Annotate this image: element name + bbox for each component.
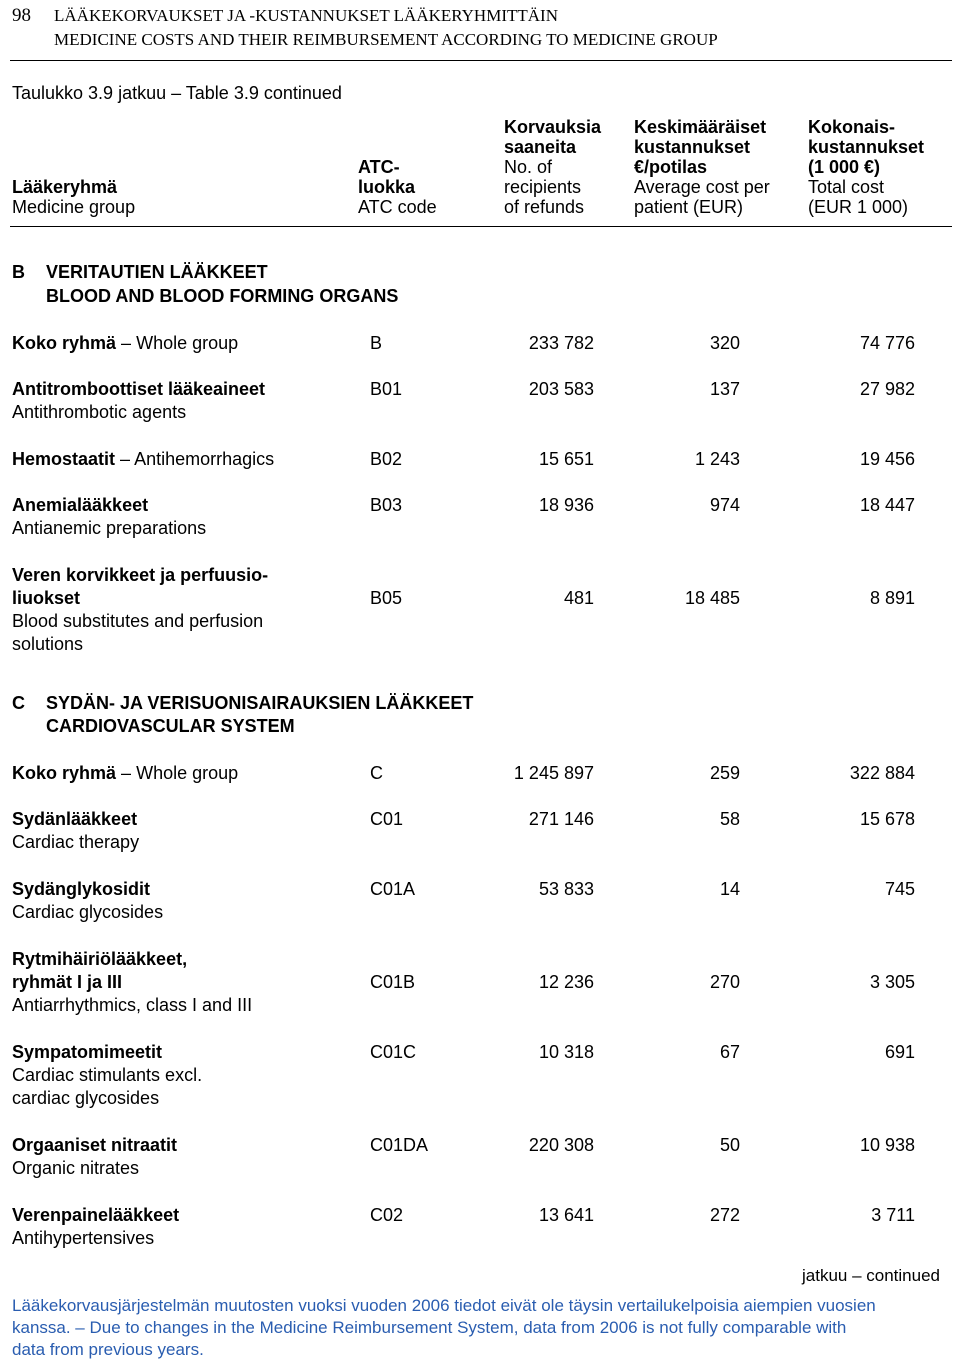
row-avg-cost: 320 — [709, 333, 740, 353]
row-total-cost: 10 938 — [859, 1135, 915, 1155]
row-avg-cost: 58 — [719, 809, 740, 829]
footnote-line-2: kanssa. – Due to changes in the Medicine Reimbursement System, data from 2006 is not fully comparable with — [12, 1318, 847, 1337]
row-name-en: Antihypertensives — [12, 1228, 155, 1248]
col-recipients-fi-2: saaneita — [504, 137, 577, 157]
table-caption: Taulukko 3.9 jatkuu – Table 3.9 continued — [12, 83, 342, 103]
row-atc-code: B02 — [370, 449, 403, 469]
row-name-fi-2: ryhmät I ja III — [12, 972, 123, 992]
row-name-fi: Koko ryhmä — [12, 333, 117, 353]
row-atc-code: C — [370, 763, 383, 783]
row-avg-cost: 137 — [709, 379, 740, 399]
row-dash: – — [121, 763, 132, 783]
row-recipients: 271 146 — [528, 809, 594, 829]
col-avg-en-1: Average cost per — [634, 177, 770, 197]
row-atc-code: C02 — [370, 1205, 404, 1225]
row-name-en: Whole group — [136, 763, 239, 783]
continued-note: jatkuu – continued — [802, 1266, 940, 1285]
row-total-cost: 27 982 — [859, 379, 915, 399]
row-name-en: Antianemic preparations — [12, 518, 207, 538]
row-name-en: Whole group — [136, 333, 239, 353]
col-avg-en-2: patient (EUR) — [634, 197, 744, 217]
row-avg-cost: 270 — [709, 972, 740, 992]
col-recipients-fi-1: Korvauksia — [504, 117, 602, 137]
row-name-fi: Antitromboottiset lääkeaineet — [12, 379, 266, 399]
page-number: 98 — [12, 5, 31, 26]
row-name-en: Antiarrhythmics, class I and III — [12, 995, 253, 1015]
row-recipients: 203 583 — [528, 379, 594, 399]
header-title-fi: LÄÄKEKORVAUKSET JA -KUSTANNUKSET LÄÄKERYHMITTÄIN — [54, 6, 558, 25]
row-total-cost: 19 456 — [859, 449, 915, 469]
row-recipients: 12 236 — [538, 972, 594, 992]
row-name-fi: Sympatomimeetit — [12, 1042, 163, 1062]
row-name-fi: Hemostaatit — [12, 449, 116, 469]
row-recipients: 53 833 — [538, 879, 594, 899]
col-atc-en: ATC code — [358, 197, 437, 217]
col-recipients-en-3: of refunds — [504, 197, 585, 217]
col-total-fi-3: (1 000 €) — [808, 157, 881, 177]
row-name-fi: Verenpainelääkkeet — [12, 1205, 180, 1225]
row-atc-code: B05 — [370, 588, 403, 608]
row-name-fi: Sydänglykosidit — [12, 879, 151, 899]
row-avg-cost: 18 485 — [684, 588, 740, 608]
row-recipients: 481 — [563, 588, 594, 608]
row-name-fi: Rytmihäiriölääkkeet, — [12, 949, 188, 969]
row-recipients: 220 308 — [528, 1135, 594, 1155]
row-name-en: Organic nitrates — [12, 1158, 140, 1178]
row-name-fi: Anemialääkkeet — [12, 495, 149, 515]
row-atc-code: C01B — [370, 972, 416, 992]
column-header-divider — [10, 226, 952, 227]
row-atc-code: B03 — [370, 495, 403, 515]
row-atc-code: C01C — [370, 1042, 417, 1062]
section-letter-b: B — [12, 262, 25, 282]
row-recipients: 1 245 897 — [513, 763, 594, 783]
row-atc-code: C01 — [370, 809, 404, 829]
row-name-en-2: cardiac glycosides — [12, 1088, 160, 1108]
col-avg-fi-3: €/potilas — [634, 157, 708, 177]
row-total-cost: 745 — [884, 879, 915, 899]
footnote-line-3: data from previous years. — [12, 1340, 204, 1359]
row-total-cost: 322 884 — [849, 763, 915, 783]
row-name-en-2: solutions — [12, 634, 84, 654]
row-name-en: Antithrombotic agents — [12, 402, 187, 422]
col-total-en-2: (EUR 1 000) — [808, 197, 909, 217]
section-title-fi-b: VERITAUTIEN LÄÄKKEET — [46, 262, 268, 282]
row-recipients: 10 318 — [538, 1042, 594, 1062]
row-total-cost: 8 891 — [869, 588, 915, 608]
table-row-label — [12, 332, 238, 355]
section-letter-c: C — [12, 693, 25, 713]
row-dash: – — [121, 333, 132, 353]
row-name-en: Antihemorrhagics — [134, 449, 275, 469]
row-atc-code: C01DA — [370, 1135, 429, 1155]
row-recipients: 13 641 — [538, 1205, 594, 1225]
header-title-en: MEDICINE COSTS AND THEIR REIMBURSEMENT ACCORDING TO MEDICINE GROUP — [54, 30, 718, 49]
row-avg-cost: 67 — [719, 1042, 740, 1062]
col-group-en: Medicine group — [12, 197, 136, 217]
row-total-cost: 15 678 — [859, 809, 915, 829]
section-title-en-c: CARDIOVASCULAR SYSTEM — [46, 716, 295, 736]
col-atc-fi-1: ATC- — [358, 157, 400, 177]
row-avg-cost: 14 — [719, 879, 740, 899]
row-name-fi: Koko ryhmä — [12, 763, 117, 783]
row-name-fi: Sydänlääkkeet — [12, 809, 138, 829]
col-total-fi-2: kustannukset — [808, 137, 925, 157]
row-total-cost: 3 305 — [869, 972, 915, 992]
row-dash: – — [120, 449, 131, 469]
row-total-cost: 3 711 — [871, 1205, 915, 1225]
section-title-en-b: BLOOD AND BLOOD FORMING ORGANS — [46, 286, 399, 306]
row-name-en: Cardiac stimulants excl. — [12, 1065, 203, 1085]
row-recipients: 18 936 — [538, 495, 594, 515]
col-recipients-en-1: No. of — [504, 157, 553, 177]
header-divider — [10, 60, 952, 61]
row-atc-code: C01A — [370, 879, 416, 899]
col-avg-fi-1: Keskimääräiset — [634, 117, 767, 137]
row-avg-cost: 974 — [709, 495, 740, 515]
row-avg-cost: 259 — [709, 763, 740, 783]
row-name-en: Blood substitutes and perfusion — [12, 611, 264, 631]
row-name-fi-2: liuokset — [12, 588, 81, 608]
table-row-label — [12, 448, 274, 471]
row-total-cost: 18 447 — [859, 495, 915, 515]
row-name-fi: Veren korvikkeet ja perfuusio- — [12, 565, 269, 585]
col-atc-fi-2: luokka — [358, 177, 416, 197]
section-title-fi-c: SYDÄN- JA VERISUONISAIRAUKSIEN LÄÄKKEET — [46, 693, 474, 713]
table-row-label — [12, 762, 238, 785]
row-avg-cost: 50 — [719, 1135, 740, 1155]
footnote-line-1: Lääkekorvausjärjestelmän muutosten vuoksi vuoden 2006 tiedot eivät ole täysin vertailukelpoisia aiempien vuosien — [12, 1296, 876, 1315]
row-total-cost: 691 — [884, 1042, 915, 1062]
row-name-en: Cardiac glycosides — [12, 902, 164, 922]
row-avg-cost: 1 243 — [694, 449, 740, 469]
col-total-fi-1: Kokonais- — [808, 117, 896, 137]
col-avg-fi-2: kustannukset — [634, 137, 751, 157]
col-group-fi: Lääkeryhmä — [12, 177, 118, 197]
row-atc-code: B01 — [370, 379, 403, 399]
row-total-cost: 74 776 — [859, 333, 915, 353]
row-recipients: 233 782 — [528, 333, 594, 353]
row-recipients: 15 651 — [538, 449, 594, 469]
row-avg-cost: 272 — [709, 1205, 740, 1225]
col-recipients-en-2: recipients — [504, 177, 582, 197]
row-atc-code: B — [370, 333, 383, 353]
col-total-en-1: Total cost — [808, 177, 885, 197]
row-name-fi: Orgaaniset nitraatit — [12, 1135, 178, 1155]
row-name-en: Cardiac therapy — [12, 832, 140, 852]
